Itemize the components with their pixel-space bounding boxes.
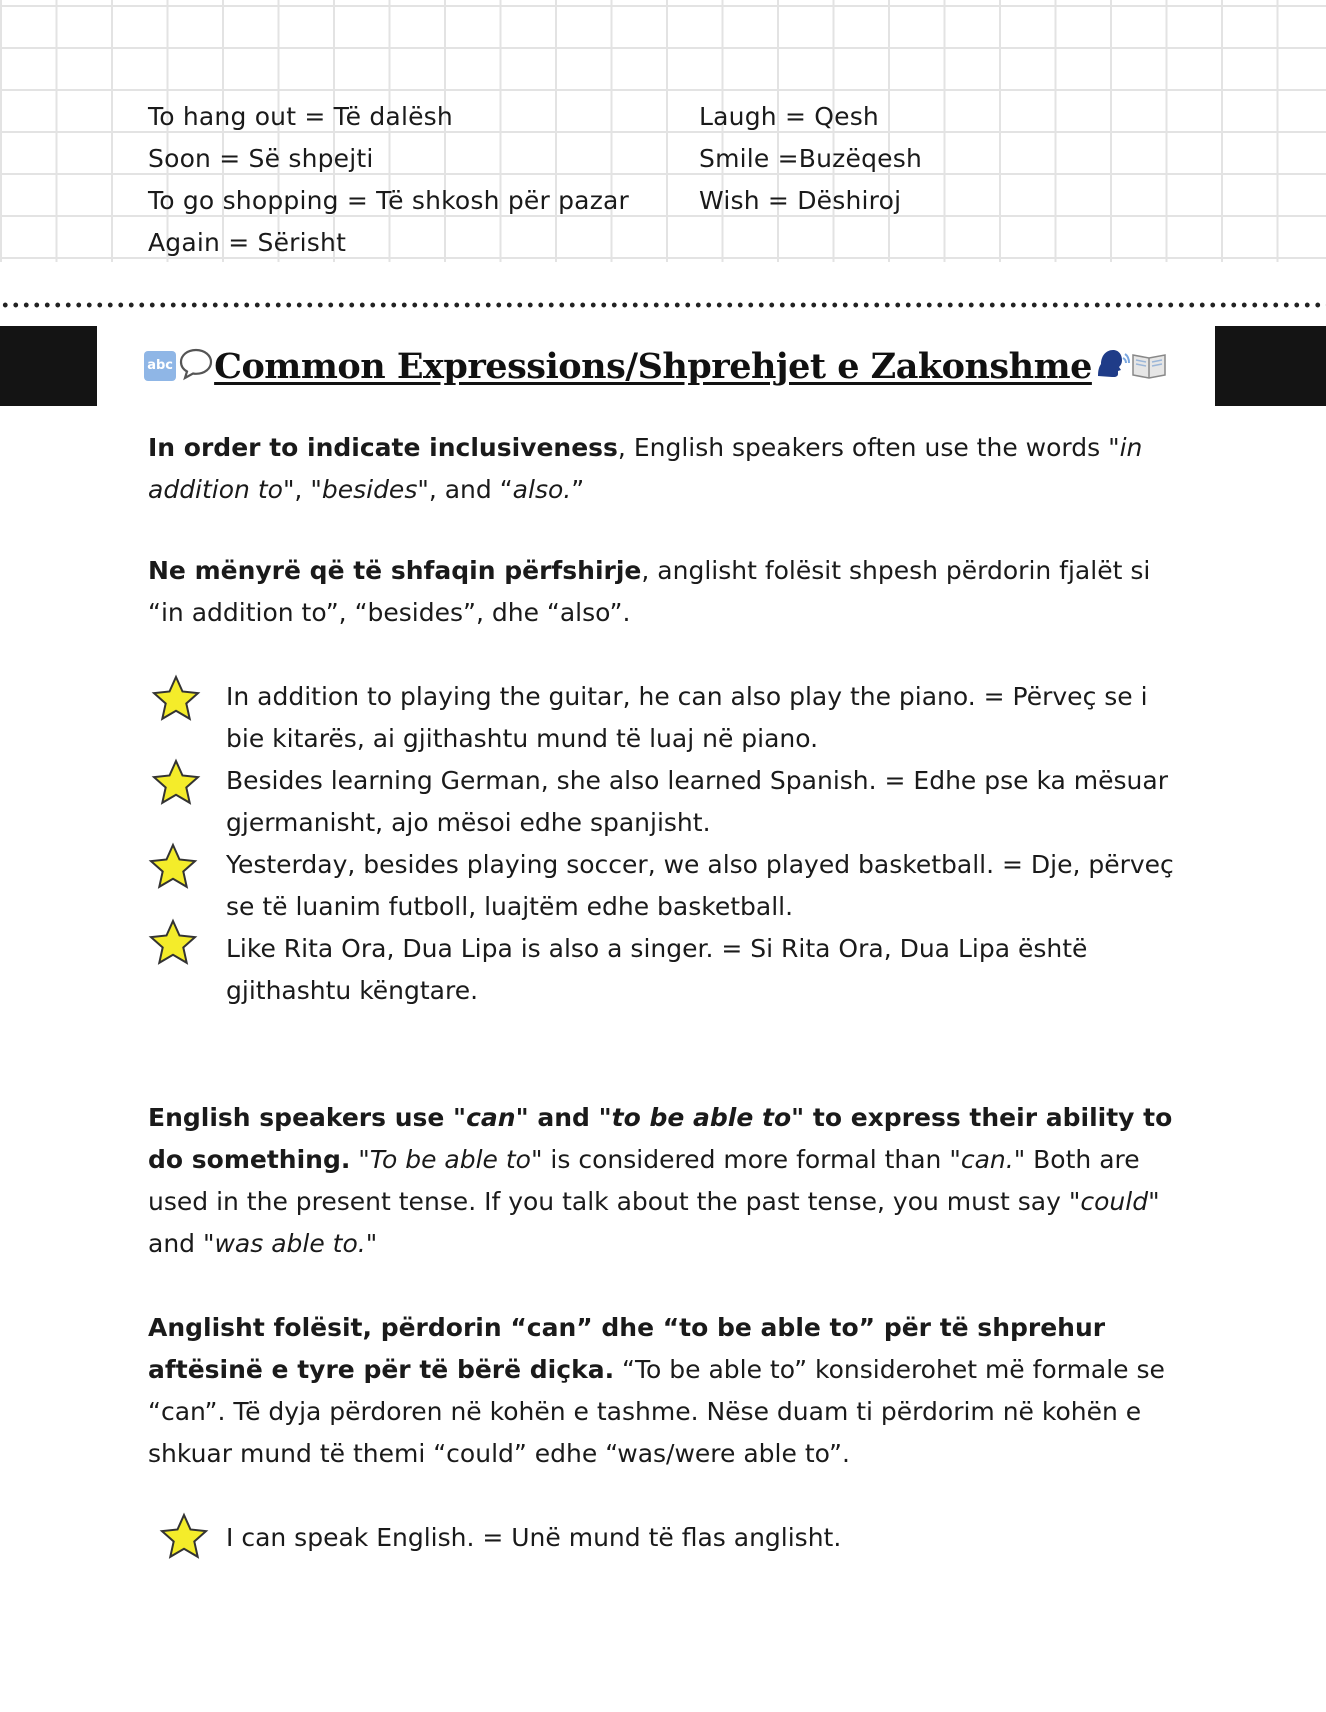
ability-en-bold: " and " <box>515 1103 612 1132</box>
dotted-divider <box>0 301 1326 309</box>
vocab-item: Wish = Dëshiroj <box>699 186 902 215</box>
ability-example: I can speak English. = Unë mund të flas anglisht. <box>226 1523 842 1552</box>
star-bullet-icon <box>159 1512 209 1562</box>
ability-paragraph-sq <box>148 1307 1178 1475</box>
ability-sq-bold: Anglisht folësit, përdorin “can” dhe “to be able to” për të shprehur aftësinë e tyre për të bërë diçka. <box>148 1313 1106 1384</box>
ability-en-term: could <box>1080 1187 1149 1216</box>
ability-en-term: can <box>466 1103 516 1132</box>
ability-en-term: was able to. <box>214 1229 366 1258</box>
ability-en-bold: English speakers use " <box>148 1103 467 1132</box>
star-bullet-icon <box>151 758 201 808</box>
vocab-item: Laugh = Qesh <box>699 102 879 131</box>
example-item: Besides learning German, she also learned Spanish. = Edhe pse ka mësuar gjermanisht, ajo mësoi edhe spanjisht. <box>226 766 1168 837</box>
ability-en-text: " Both are used in the present tense. If you talk about the past tense, you must say " <box>148 1145 1140 1216</box>
vocab-item: To hang out = Të dalësh <box>148 102 453 131</box>
example-item: In addition to playing the guitar, he can also play the piano. = Përveç se i bie kitarës, ai gjithashtu mund të luaj në piano. <box>226 682 1148 753</box>
ability-sq-text: “To be able to” konsiderohet më formale se “can”. Të dyja përdoren në kohën e tashme. Nëse duam ti përdorim në kohën e shkuar mund të themi “could” edhe “was/were able to”. <box>148 1355 1165 1468</box>
inclusive-en-term: besides <box>321 475 418 504</box>
ability-en-text: " <box>350 1145 370 1174</box>
inclusive-en-term: in addition to <box>148 433 1143 504</box>
star-bullet-icon <box>151 674 201 724</box>
vocab-item: Smile =Buzëqesh <box>699 144 923 173</box>
inclusive-paragraph-sq <box>148 550 1178 634</box>
section-title: Common Expressions/Shprehjet e Zakonshme <box>214 345 1092 387</box>
example-item: Like Rita Ora, Dua Lipa is also a singer. = Si Rita Ora, Dua Lipa është gjithashtu këngtare. <box>226 934 1088 1005</box>
inclusive-sq-text: , anglisht folësit shpesh përdorin fjalët si “in addition to”, “besides”, dhe “also”. <box>148 556 1151 627</box>
speaking-head-icon <box>1092 346 1130 386</box>
inclusive-sq-bold: Ne mënyrë që të shfaqin përfshirje <box>148 556 642 585</box>
inclusive-en-text: ” <box>571 475 585 504</box>
ability-en-term: to be able to <box>611 1103 792 1132</box>
ability-en-text: " is considered more formal than " <box>530 1145 961 1174</box>
inclusive-en-bold: In order to indicate inclusiveness <box>148 433 618 462</box>
header-bar-left <box>0 326 97 406</box>
abc-icon: abc <box>144 351 176 381</box>
ability-en-text: " and " <box>148 1187 1160 1258</box>
open-book-icon <box>1130 349 1168 383</box>
ability-en-bold: " to express their ability to do something. <box>148 1103 1173 1174</box>
ability-en-text: " <box>365 1229 378 1258</box>
vocab-list-left <box>148 96 629 264</box>
inclusive-paragraph-en <box>148 427 1178 511</box>
inclusive-en-text: ", and “ <box>417 475 513 504</box>
star-bullet-icon <box>148 918 198 968</box>
vocab-item: To go shopping = Të shkosh për pazar <box>148 186 630 215</box>
header-bar-right <box>1215 326 1326 406</box>
ability-en-term: To be able to <box>369 1145 531 1174</box>
ability-paragraph-en <box>148 1097 1178 1265</box>
section-header <box>97 326 1215 406</box>
inclusive-en-text: , English speakers often use the words " <box>617 433 1120 462</box>
star-bullet-icon <box>148 842 198 892</box>
vocab-item: Again = Sërisht <box>148 228 347 257</box>
example-item: Yesterday, besides playing soccer, we also played basketball. = Dje, përveç se të luanim futboll, luajtëm edhe basketball. <box>226 850 1174 921</box>
inclusive-en-term: also. <box>512 475 572 504</box>
vocab-list-right <box>699 96 922 222</box>
ability-en-term: can. <box>960 1145 1014 1174</box>
speech-bubble-icon <box>178 347 214 385</box>
vocab-item: Soon = Së shpejti <box>148 144 374 173</box>
inclusive-en-text: ", " <box>282 475 322 504</box>
